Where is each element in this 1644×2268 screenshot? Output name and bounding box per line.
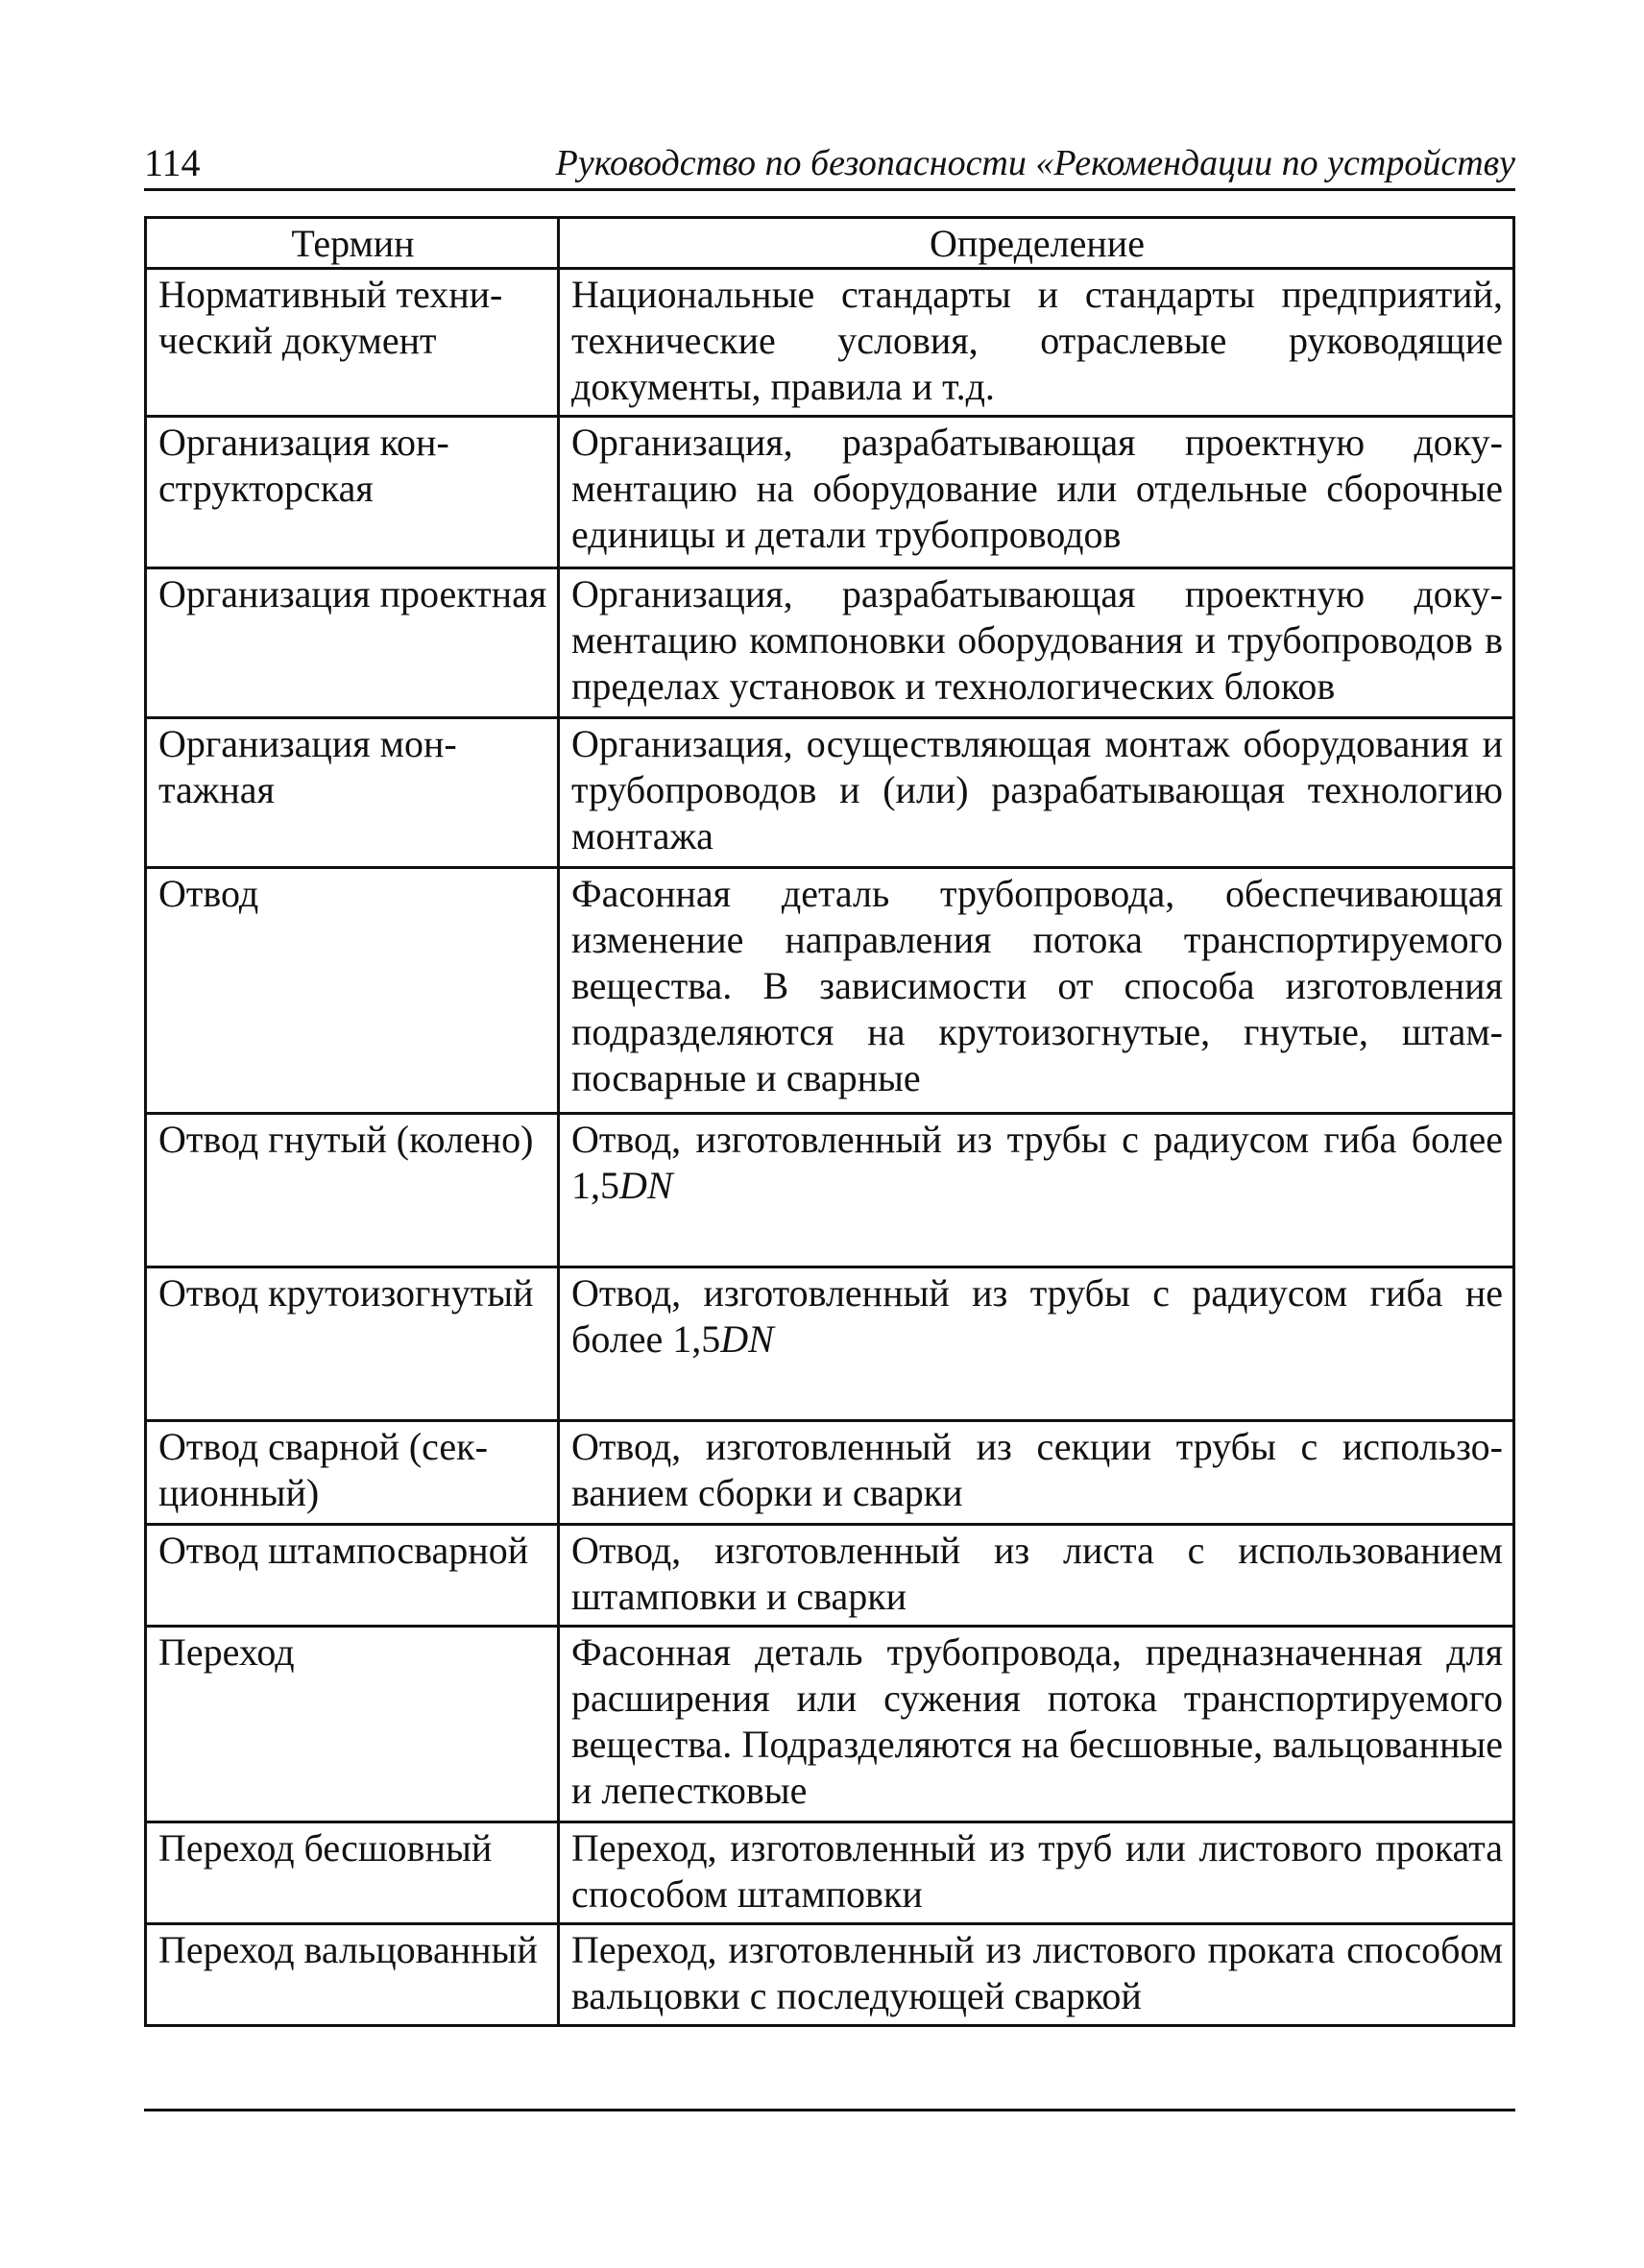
definition-cell: Отвод, изготовленный из секции трубы с использованием сборки и сварки (559, 1421, 1514, 1525)
page-number: 114 (144, 141, 201, 184)
term-cell: Нормативный технический документ (146, 269, 559, 417)
table-row (146, 1421, 1514, 1525)
definition-cell: Переход, изготовленный из труб или листового проката способом штамповки (559, 1822, 1514, 1924)
definition-cell: Национальные стандарты и стандарты предприятий, технические условия, отраслевые руководящие документы, правила и т.д. (559, 269, 1514, 417)
table-row (146, 1114, 1514, 1267)
definition-cell: Организация, разрабатывающая проектную документацию на оборудование или отдельные сборочные единицы и детали трубопроводов (559, 417, 1514, 568)
running-title: Руководство по безопасности «Рекомендации по устройству (555, 143, 1515, 183)
table-row (146, 269, 1514, 417)
term-cell: Переход вальцованный (146, 1924, 559, 2026)
term-cell: Организация конструкторская (146, 417, 559, 568)
table-row (146, 1525, 1514, 1627)
definition-cell: Фасонная деталь трубопровода, предназначенная для расширения или сужения потока транспортируемого вещества. Подразделяются на бесшовные, вальцованные и лепестковые (559, 1627, 1514, 1822)
term-cell: Отвод сварной (секционный) (146, 1421, 559, 1525)
term-cell: Отвод гнутый (колено) (146, 1114, 559, 1267)
term-cell: Переход бесшовный (146, 1822, 559, 1924)
page-header (144, 134, 1515, 191)
term-cell: Отвод штампосварной (146, 1525, 559, 1627)
column-header-term: Термин (146, 218, 559, 269)
column-header-definition: Определение (559, 218, 1514, 269)
definition-cell: Переход, изготовленный из листового проката способом вальцовки с последующей сваркой (559, 1924, 1514, 2026)
table-row (146, 718, 1514, 868)
term-cell: Отвод (146, 868, 559, 1114)
definition-cell: Отвод, изготовленный из трубы с радиусом гиба не более 1,5DN (559, 1267, 1514, 1421)
term-cell: Отвод крутоизогнутый (146, 1267, 559, 1421)
term-cell: Организация проектная (146, 568, 559, 718)
term-cell: Переход (146, 1627, 559, 1822)
terms-table (144, 216, 1515, 2027)
table-header-row (146, 218, 1514, 269)
table-row (146, 568, 1514, 718)
table-row (146, 417, 1514, 568)
table-row (146, 1924, 1514, 2026)
definition-cell: Отвод, изготовленный из трубы с радиусом гиба более 1,5DN (559, 1114, 1514, 1267)
definition-cell: Организация, осуществляющая монтаж оборудования и трубопроводов и (или) разрабатывающая технологию монтажа (559, 718, 1514, 868)
footer-divider (144, 2109, 1515, 2111)
definition-cell: Фасонная деталь трубопровода, обеспечивающая изменение направления потока транспортируемого вещества. В зависимости от способа изготовления подразделяются на крутоизогнутые, гнутые, штампосварные и сварные (559, 868, 1514, 1114)
table-row (146, 868, 1514, 1114)
table-row (146, 1267, 1514, 1421)
definition-cell: Организация, разрабатывающая проектную документацию компоновки оборудования и трубопроводов в пределах установок и технологических блоков (559, 568, 1514, 718)
definition-cell: Отвод, изготовленный из листа с использованием штамповки и сварки (559, 1525, 1514, 1627)
table-row (146, 1822, 1514, 1924)
table-row (146, 1627, 1514, 1822)
term-cell: Организация монтажная (146, 718, 559, 868)
